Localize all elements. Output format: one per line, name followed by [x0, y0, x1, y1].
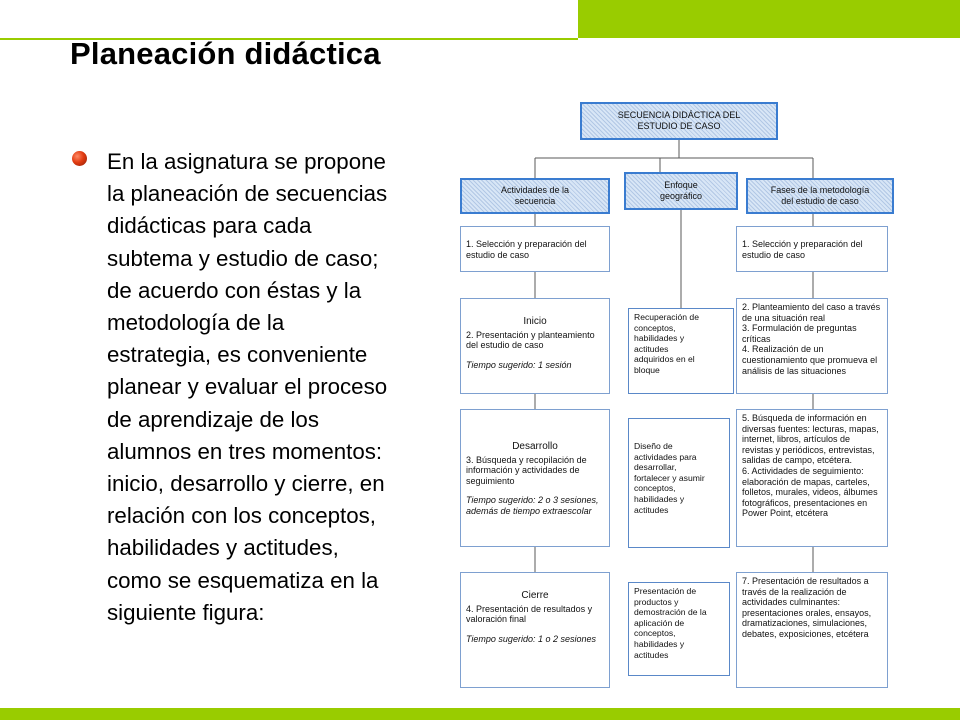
diagram-root-box	[580, 102, 778, 140]
middle-presentacion-box	[628, 582, 730, 676]
left-desarrollo-box	[460, 409, 610, 547]
right-presentacion-box	[736, 572, 888, 688]
left-inicio-box	[460, 298, 610, 394]
inicio-title: Inicio	[523, 316, 547, 327]
inicio-text: 2. Presentación y planteamiento del estudio de caso	[466, 329, 595, 351]
header-actividades-label: Actividades de la secuencia	[500, 185, 570, 206]
diagram-root-label: SECUENCIA DIDÁCTICA DEL ESTUDIO DE CASO	[617, 110, 741, 131]
desarrollo-text: 3. Búsqueda y recopilación de información y actividades de seguimiento	[466, 454, 587, 486]
header-actividades-box	[460, 178, 610, 214]
right-busqueda-box	[736, 409, 888, 547]
right-busqueda-text: 5. Búsqueda de información en diversas fuentes: lecturas, mapas, internet, libros, artículos de revistas y periódicos, entrevistas, salidas de campo, etcétera. 6. Actividades de seguimiento: elaboración de mapas, carteles, folletos, murales, videos, álbumes fotográficos, presentaciones en Power Point, etcétera	[742, 413, 879, 519]
left-seleccion-text: 1. Selección y preparación del estudio de caso	[466, 239, 587, 260]
header-fases-label: Fases de la metodología del estudio de caso	[770, 185, 870, 206]
cierre-time: Tiempo sugerido: 1 o 2 sesiones	[466, 633, 596, 644]
desarrollo-time: Tiempo sugerido: 2 o 3 sesiones, además de tiempo extraescolar	[466, 495, 599, 516]
right-planteamiento-text: 2. Planteamiento del caso a través de una situación real 3. Formulación de preguntas críticas 4. Realización de un cuestionamiento que promueva el análisis de las situaciones	[742, 302, 881, 376]
middle-recuperacion-text: Recuperación de conceptos, habilidades y actitudes adquiridos en el bloque	[634, 312, 699, 375]
right-presentacion-text: 7. Presentación de resultados a través de la realización de actividades culminantes: presentaciones orales, ensayos, dramatizaciones, simulaciones, debates, exposiciones, etcétera	[742, 576, 872, 639]
cierre-text: 4. Presentación de resultados y valoración final	[466, 603, 593, 625]
header-enfoque-label: Enfoque geográfico	[659, 180, 703, 201]
middle-presentacion-text: Presentación de productos y demostración de la aplicación de conceptos, habilidades y actitudes	[634, 586, 707, 660]
right-seleccion-box	[736, 226, 888, 272]
left-seleccion-box	[460, 226, 610, 272]
middle-recuperacion-box	[628, 308, 734, 394]
header-fases-box	[746, 178, 894, 214]
inicio-time: Tiempo sugerido: 1 sesión	[466, 359, 572, 370]
middle-diseno-text: Diseño de actividades para desarrollar, fortalecer y asumir conceptos, habilidades y actitudes	[634, 441, 705, 515]
cierre-title: Cierre	[521, 590, 549, 601]
left-cierre-box	[460, 572, 610, 688]
page-title: Planeación didáctica	[70, 36, 381, 71]
right-planteamiento-box	[736, 298, 888, 394]
header-enfoque-box	[624, 172, 738, 210]
right-seleccion-text: 1. Selección y preparación del estudio de caso	[742, 239, 863, 260]
footer-accent-bar	[0, 708, 960, 720]
middle-diseno-box	[628, 418, 730, 548]
desarrollo-title: Desarrollo	[512, 441, 558, 452]
body-paragraph: En la asignatura se propone la planeación de secuencias didácticas para cada subtema y estudio de caso; de acuerdo con éstas y la metodología de la estrategia, es conveniente planear y evaluar el proceso de aprendizaje de los alumnos en tres momentos: inicio, desarrollo y cierre, en relación con los conceptos, habilidades y actitudes, como se esquematiza en la siguiente figura:	[107, 149, 388, 625]
